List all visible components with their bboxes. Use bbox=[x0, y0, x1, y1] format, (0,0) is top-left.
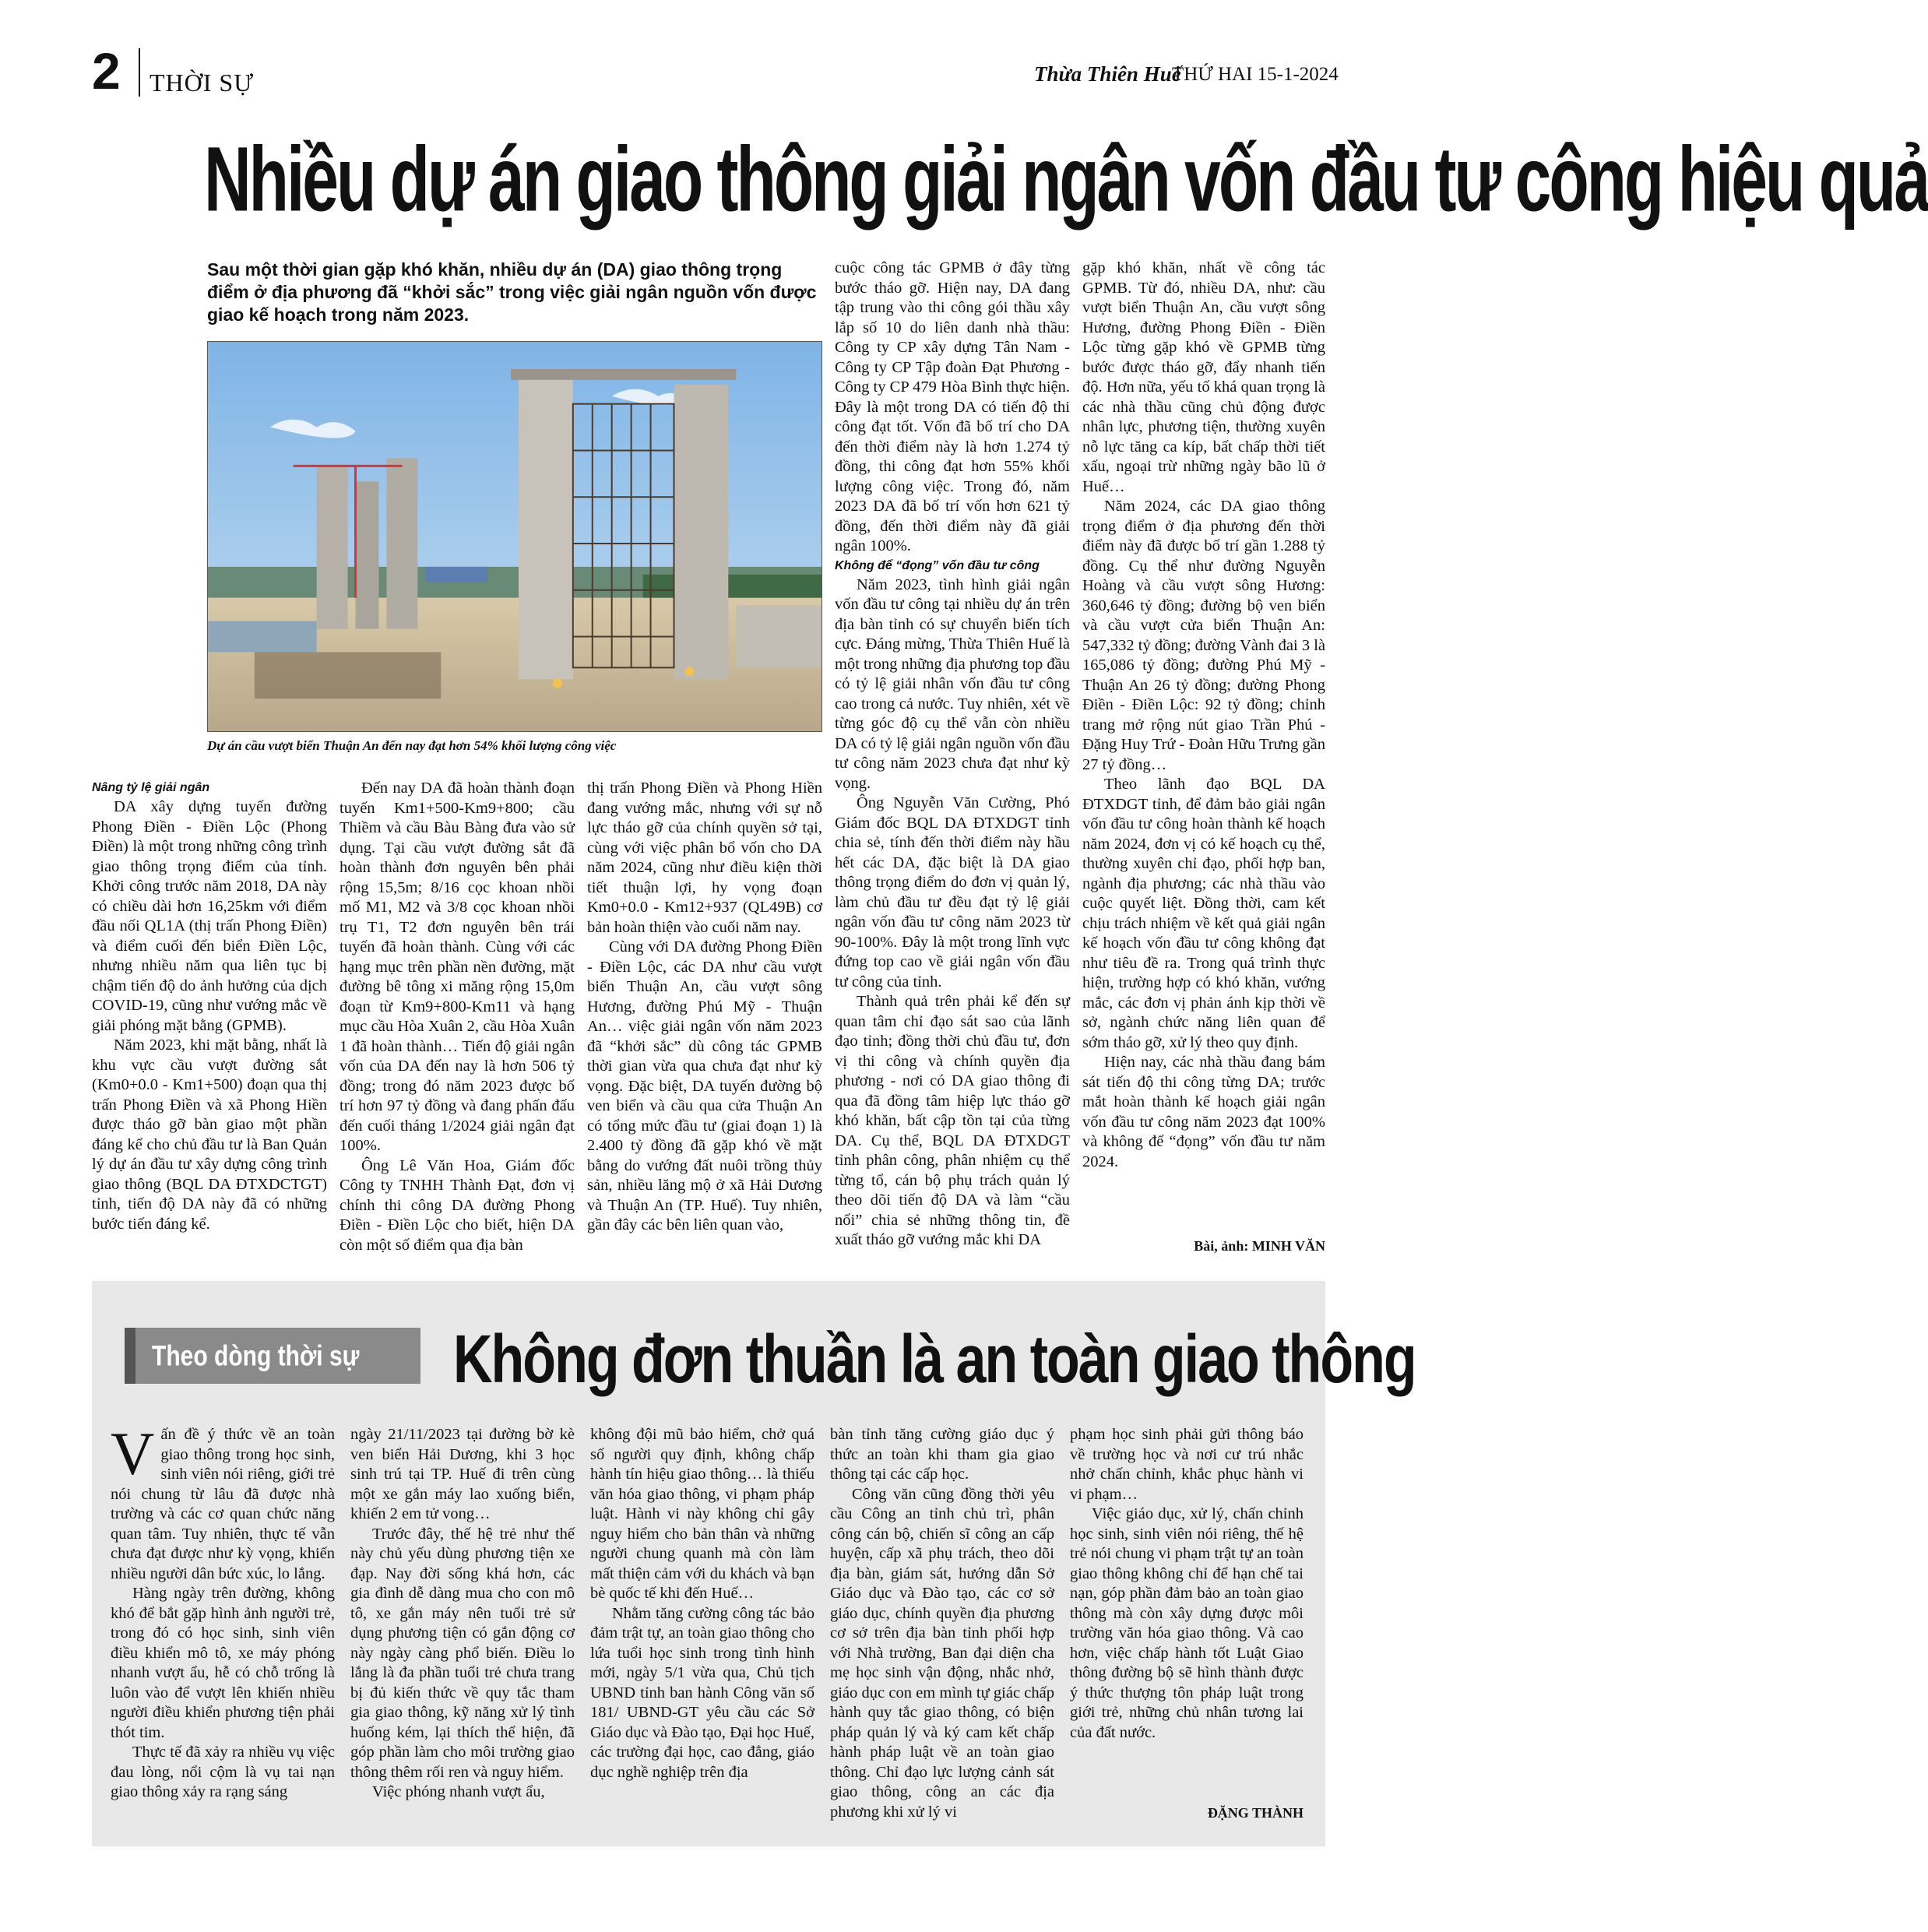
paragraph: Năm 2023, tình hình giải ngân vốn đầu tư công tại nhiều dự án trên địa bàn tỉnh có sự chuyển biến tích cực. Đáng mừng, Thừa Thiên Huế là một trong những địa phương top đầu có tỷ lệ giải nhân vốn đầu tư công cao trong cả nước. Tuy nhiên, xét về từng góc độ cụ thể vẫn còn nhiều DA có tỷ lệ giải ngân nguồn vốn đầu tư công năm 2023 chưa đạt như kỳ vọng. bbox=[835, 575, 1070, 792]
paragraph: Cùng với DA đường Phong Điền - Điền Lộc, các DA như cầu vượt biển Thuận An, cầu vượt sông Hương, đường Phú Mỹ - Thuận An… việc giải ngân vốn năm 2023 đã “khởi sắc” dù công tác GPMB thời gian vừa qua chưa đạt như kỳ vọng. Đặc biệt, DA tuyến đường bộ ven biển và cầu qua cửa Thuận An có tổng mức đầu tư (giai đoạn 1) là 2.400 tỷ đồng đã gặp khó về mặt bằng do vướng đất nuôi trồng thủy sản, nhiều lăng mộ ở xã Hải Dương và Thuận An (TP. Huế). Tuy nhiên, gần đây các bên liên quan vào, bbox=[587, 938, 822, 1233]
drop-cap: V bbox=[111, 1420, 155, 1487]
paragraph: Công văn cũng đồng thời yêu cầu Công an tỉnh chủ trì, phân công cán bộ, chiến sĩ công an cấp huyện, cấp xã phụ trách, theo dõi địa bàn, giám sát, hướng dẫn Sở Giáo dục và Đào tạo, các cơ sở giáo dục, chính quyền địa phương cơ sở trên địa bàn tỉnh phối hợp với Nhà trường, Ban đại diện cha mẹ học sinh vận động, nhắc nhở, giáo dục con em mình tự giác chấp hành quy tắc giao thông, có biện pháp quản lý và ký cam kết chấp hành pháp luật về an toàn giao thông. Chỉ đạo lực lượng cảnh sát giao thông, công an các địa phương khi xử lý vi bbox=[830, 1485, 1054, 1821]
header-divider bbox=[139, 48, 140, 97]
paragraph: Năm 2023, khi mặt bằng, nhất là khu vực cầu vượt đường sắt (Km0+0.0 - Km1+500) đoạn qua thị trấn Phong Điền và xã Phong Hiền được tháo gỡ bàn giao một phần đáng kể cho chủ đầu tư là Ban Quản lý dự án đầu tư xây dựng công trình giao thông (BQL DA ĐTXDCTGT) tỉnh, tiến độ DA này đã có những bước tiến đáng kể. bbox=[92, 1036, 327, 1233]
article2-column-2 bbox=[350, 1425, 575, 1814]
article2-byline: ĐẶNG THÀNH bbox=[1207, 1805, 1304, 1821]
paragraph: DA xây dựng tuyến đường Phong Điền - Điền Lộc (Phong Điền) là một trong những công trình giao thông trọng điểm của tỉnh. Khởi công trước năm 2018, DA này có chiều dài hơn 16,25km với điểm đầu nối QL1A (thị trấn Phong Điền) và điểm cuối đến biển Điền Lộc, nhưng nhiều năm qua liên tục bị chậm tiến độ do ảnh hưởng của dịch COVID-19, cũng như vướng mắc về giải phóng mặt bằng (GPMB). bbox=[92, 798, 327, 1034]
issue-date: THỨ HAI 15-1-2024 bbox=[1172, 64, 1339, 85]
article2-column-4 bbox=[830, 1425, 1054, 1821]
paragraph: Việc phóng nhanh vượt ẩu, bbox=[372, 1783, 545, 1800]
paragraph: Theo lãnh đạo BQL DA ĐTXDGT tỉnh, để đảm bảo giải ngân vốn đầu tư công hoàn thành kế hoạch năm 2024, đơn vị có kế hoạch cụ thể, thường xuyên chỉ đạo, phối hợp ban, ngành địa phương; các nhà thầu vào cuộc quyết liệt. Đồng thời, cam kết chịu trách nhiệm về kết quả giải ngân kế hoạch vốn đầu tư công không đạt như tiêu đề ra. Trong quá trình thực hiện, trường hợp có khó khăn, vướng mắc, các đơn vị phản ánh kịp thời về sở, ngành chức năng liên quan để sớm tháo gỡ, xử lý theo quy định. bbox=[1082, 776, 1325, 1051]
bridge-construction-photo bbox=[207, 341, 822, 732]
paragraph: Đến nay DA đã hoàn thành đoạn tuyến Km1+500-Km9+800; cầu Thiềm và cầu Bàu Bàng đưa vào sử dụng. Tại cầu vượt đường sắt đã hoàn thành đơn nguyên bên phải rộng 15,5m; 8/16 cọc khoan nhồi mố M1, M2 và 3/8 cọc khoan nhồi trụ T1, T2 đơn nguyên bên trái tuyến đã hoàn thành. Cùng với các hạng mục trên phần nền đường, mặt đường bê tông xi măng rộng 15,0m đoạn từ Km9+800-Km11 và hạng mục cầu Hòa Xuân 2, cầu Hòa Xuân 1 đã hoàn thành… Tiến độ giải ngân vốn của DA đến nay là hơn 506 tỷ đồng; trong đó năm 2023 được bố trí hơn 97 tỷ đồng và đang phấn đấu đến cuối tháng 1/2024 giải ngân đạt 100%. bbox=[340, 779, 575, 1154]
subhead-disbursement: Nâng tỷ lệ giải ngân bbox=[92, 781, 210, 794]
paragraph: Năm 2024, các DA giao thông trọng điểm ở địa phương đến thời điểm này đã được bố trí gần 1.288 tỷ đồng. Cụ thể như đường Nguyễn Hoàng và cầu vượt sông Hương: 360,646 tỷ đồng; đường bộ ven biển và cầu vượt cửa biển Thuận An: 547,332 tỷ đồng; đường Vành đai 3 là 165,086 tỷ đồng; đường Phú Mỹ - Thuận An 26 tỷ đồng; đường Phong Điền - Điền Lộc: 92 tỷ đồng; chỉnh trang mở rộng nút giao Trần Phú - Đặng Huy Trứ - Đoàn Hữu Trưng gần 27 tỷ đồng… bbox=[1082, 498, 1325, 773]
paragraph-text: ấn đề ý thức về an toàn giao thông trong học sinh, sinh viên nói riêng, giới trẻ nói chung từ lâu đã được nhà trường và các cơ quan chức năng quan tâm. Tuy nhiên, thực tế vẫn chưa đạt được như kỳ vọng, khiến nhiều người dân bức xúc, lo lắng. bbox=[111, 1426, 335, 1582]
paragraph bbox=[111, 1420, 335, 1584]
paragraph: Ông Nguyễn Văn Cường, Phó Giám đốc BQL DA ĐTXDGT tỉnh chia sẻ, tính đến thời điểm này hầu hết các DA, đặc biệt là DA giao thông trọng điểm do đơn vị quản lý, làm chủ đầu tư đều đạt tỷ lệ giải ngân vốn đầu tư công năm 2023 từ 90-100%. Đây là một trong lĩnh vực đứng top cao về giải ngân vốn đầu tư công của tỉnh. bbox=[835, 794, 1070, 991]
paragraph: cuộc công tác GPMB ở đây từng bước tháo gỡ. Hiện nay, DA đang tập trung vào thi công gói thầu xây lắp số 10 do liên danh nhà thầu: Công ty CP xây dựng Tân Nam -Công ty CP Tập đoàn Đạt Phương - Công ty CP 479 Hòa Bình thực hiện. Đây là một trong DA có tiến độ thi công đạt tốt. Vốn đã bố trí cho DA đến thời điểm này là hơn 1.274 tỷ đồng, thi công đạt hơn 55% khối lượng công việc. Trong đó, năm 2023 DA đã bố trí vốn hơn 621 tỷ đồng, đến thời điểm này đã giải ngân 100%. bbox=[835, 259, 1070, 554]
paragraph: không đội mũ bảo hiểm, chở quá số người quy định, không chấp hành tín hiệu giao thông… là thiếu văn hóa giao thông, vi phạm pháp luật. Hành vi này không chỉ gây nguy hiểm cho bản thân và những người chung quanh mà còn làm mất thiện cảm với du khách và bạn bè quốc tế khi đến Huế… bbox=[590, 1426, 814, 1602]
paragraph: Thực tế đã xảy ra nhiều vụ việc đau lòng, nổi cộm là vụ tai nạn giao thông xảy ra rạng sáng bbox=[111, 1744, 335, 1800]
subhead-no-stagnant-capital: Không để “đọng” vốn đầu tư công bbox=[835, 558, 1040, 572]
paragraph: ngày 21/11/2023 tại đường bờ kè ven biển Hải Dương, khi 3 học sinh trú tại TP. Huế đi trên cùng một xe gắn máy lao xuống biển, khiến 2 em tử vong… bbox=[350, 1426, 575, 1522]
paragraph: phạm học sinh phải gửi thông báo về trường học và nơi cư trú nhắc nhở chấn chỉnh, khắc phục hành vi vi phạm… bbox=[1070, 1426, 1304, 1503]
article1-column-1 bbox=[92, 779, 327, 1254]
paragraph: gặp khó khăn, nhất về công tác GPMB. Từ đó, nhiều DA, như: cầu vượt biển Thuận An, cầu vượt sông Hương, đường Phong Điền - Điền Lộc từng gặp khó về GPMB từng bước được tháo gỡ, đẩy nhanh tiến độ. Hơn nữa, yếu tố khá quan trọng là các nhà thầu cũng chủ động được nhân lực, phương tiện, thường xuyên nỗ lực tăng ca kíp, bất chấp thời tiết xấu, ngoại trừ những ngày bão lũ ở Huế… bbox=[1082, 259, 1325, 495]
article1-byline: Bài, ảnh: MINH VĂN bbox=[1194, 1238, 1325, 1254]
paragraph: Trước đây, thế hệ trẻ như thế này chủ yếu dùng phương tiện xe đạp. Nay đời sống khá hơn, các gia đình dễ dàng mua cho con mô tô, xe gắn máy nên tuổi trẻ sử dụng phương tiện có gắn động cơ này ngày càng phổ biến. Điều lo lắng là đa phần tuổi trẻ chưa trang bị đủ kiến thức về quy tắc tham gia giao thông, kỹ năng xử lý tình huống kém, lại thích thể hiện, đã góp phần làm cho môi trường giao thông thêm rối ren và nguy hiểm. bbox=[350, 1525, 575, 1781]
section-name: THỜI SỰ bbox=[150, 69, 255, 97]
paragraph: thị trấn Phong Điền và Phong Hiền đang vướng mắc, nhưng với sự nỗ lực tháo gỡ của chính quyền sở tại, cùng với việc phân bổ vốn cho DA năm 2024, cũng như điều kiện thời tiết thuận lợi, hy vọng đoạn Km0+0.0 - Km12+937 (QL49B) cơ bản hoàn thiện vào cuối năm nay. bbox=[587, 779, 822, 936]
newspaper-name: Thừa Thiên Huế bbox=[1034, 62, 1181, 86]
paragraph: Hiện nay, các nhà thầu đang bám sát tiến độ thi công từng DA; trước mắt hoàn thành kế hoạch giải ngân vốn đầu tư công năm 2023 đạt 100% và không để “đọng” vốn đầu tư năm 2024. bbox=[1082, 1054, 1325, 1170]
paragraph: Việc giáo dục, xử lý, chấn chỉnh học sinh, sinh viên nói riêng, thế hệ trẻ nói chung vi phạm trật tự an toàn giao thông không chỉ để hạn chế tai nạn, góp phần đảm bảo an toàn giao thông mà còn xây dựng được môi trường văn hóa giao thông. Và cao hơn, việc chấp hành tốt Luật Giao thông đường bộ sẽ hình thành được ý thức thượng tôn pháp luật trong giới trẻ, những chủ nhân tương lai của đất nước. bbox=[1070, 1505, 1304, 1741]
paragraph: Hàng ngày trên đường, không khó để bắt gặp hình ảnh người trẻ, trong đó có học sinh, sinh viên điều khiển mô tô, xe máy phóng nhanh vượt ẩu, hễ có chỗ trống là luôn vào để vượt lên khiến nhiều người điều khiển phương tiện phải thót tim. bbox=[111, 1585, 335, 1741]
paragraph: Ông Lê Văn Hoa, Giám đốc Công ty TNHH Thành Đạt, đơn vị chính thi công DA đường Phong Điền - Điền Lộc cho biết, hiện DA còn một số điểm qua địa bàn bbox=[340, 1156, 575, 1254]
paragraph: bàn tỉnh tăng cường giáo dục ý thức an toàn khi tham gia giao thông tại các cấp học. bbox=[830, 1426, 1054, 1483]
page-number: 2 bbox=[92, 42, 121, 100]
photo-caption: Dự án cầu vượt biển Thuận An đến nay đạt hơn 54% khối lượng công việc bbox=[207, 738, 617, 753]
article1-column-3 bbox=[587, 779, 822, 1254]
article1-column-5 bbox=[1082, 259, 1325, 1232]
article2-column-1 bbox=[111, 1420, 335, 1814]
article2-column-3 bbox=[590, 1425, 814, 1814]
paragraph: Thành quả trên phải kể đến sự quan tâm chỉ đạo sát sao của lãnh đạo tỉnh; đồng thời chủ đầu tư, đơn vị thi công và chính quyền địa phương - nơi có DA giao thông đi qua đã đồng tâm hiệp lực tháo gỡ khó khăn, bất cập tồn tại của từng DA. Cụ thể, BQL DA ĐTXDGT tỉnh phân công, phân nhiệm cụ thể từng tổ, cán bộ phụ trách quản lý theo dõi tiến độ DA và làm “cầu nối” chia sẻ những thông tin, đề xuất tháo gỡ vướng mắc khi DA bbox=[835, 993, 1070, 1248]
paragraph: Nhằm tăng cường công tác bảo đảm trật tự, an toàn giao thông cho lứa tuổi học sinh trong tình hình mới, ngày 5/1 vừa qua, Chủ tịch UBND tỉnh ban hành Công văn số 181/ UBND-GT yêu cầu các Sở Giáo dục và Đào tạo, Đại học Huế, các trường đại học, cao đẳng, giáo dục nghề nghiệp trên địa bbox=[590, 1604, 814, 1781]
article1-lede: Sau một thời gian gặp khó khăn, nhiều dự án (DA) giao thông trọng điểm ở địa phương đã “khởi sắc” trong việc giải ngân nguồn vốn được giao kế hoạch trong năm 2023. bbox=[207, 259, 817, 325]
article2-headline: Không đơn thuần là an toàn giao thông bbox=[453, 1321, 1416, 1397]
article2-column-5 bbox=[1070, 1425, 1304, 1791]
column-tag-label: Theo dòng thời sự bbox=[152, 1339, 360, 1372]
photo-illustration bbox=[208, 342, 822, 731]
article1-headline: Nhiều dự án giao thông giải ngân vốn đầu tư công hiệu quả bbox=[204, 128, 1928, 231]
article1-column-2 bbox=[340, 779, 575, 1254]
article1-column-4 bbox=[835, 259, 1070, 1254]
